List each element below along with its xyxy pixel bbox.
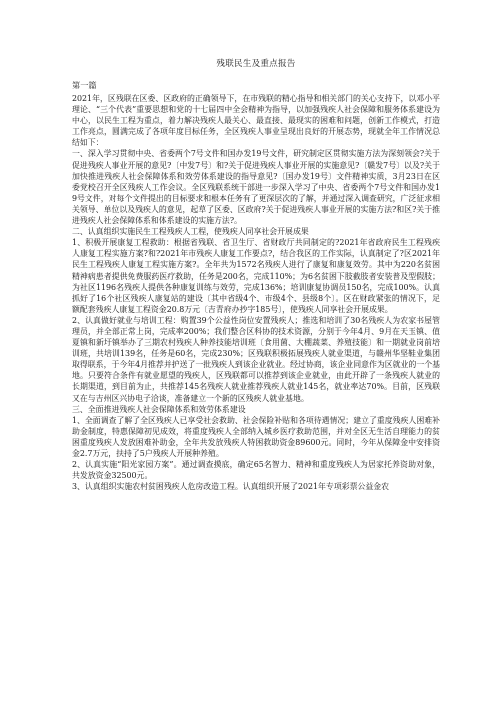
paragraph-section-1: 一、深入学习贯彻中央、省委两个7号文件和国办发19号文件，研究制定区贯彻实施方法为深刻领会?关于促进残疾人事业开展的意见?〔中发7号〕和?关于促进残疾人事业开展的实施意见?〔赣发7号〕以及?关于加快推进残疾人社会保障体系和效劳体系建设的指导意见?〔国办发19号〕文件精神实质，3月23日在区委党校召开全区残疾人工作会议。全区残联系统干部进一步深入学习了中央、省委两个7号文件和国办发19号文件，对每个文件提出的目标要求和根本任务有了更深层次的了解，并通过深入调查研究，广泛征求相关领导、单位以及残疾人的意见，起草了区委、区政府?关于促进残疾人事业开展的实施方法?和区?关于推进残疾人社会保障体系和体系建设的实施方法?。	[72, 149, 440, 226]
heading-section-3: 三、全面推进残疾人社会保障体系和效劳体系建设	[72, 404, 246, 414]
heading-section-2: 二、认真组织实施民生工程残疾人工程，使残疾人同享社会开展成果	[72, 227, 309, 237]
document-title: 残联民生及重点报告	[216, 59, 296, 69]
section-label: 第一篇	[72, 80, 97, 90]
paragraph-item-3-1: 1、全面调查了解了全区残疾人已享受社会救助、社会保险补贴和各项待遇情况；建立了重度残疾人困难补助金制度，特惠保障初见成效，将重度残疾人全部纳入城乡医疗救助范围，并对全区无生活自理能力的贫困重度残疾人发放困难补助金，全年共发放残疾人特困救助资金89600元。同时，今年从保障金中安排资金2.7万元，扶持了5户残疾人开展种养殖。	[72, 415, 440, 458]
paragraph-intro: 2021年，区残联在区委、区政府的正确领导下，在市残联的精心指导和相关部门的关心支持下，以邓小平理论、“三个代表”重要思想和党的十七届四中全会精神为指导，以加强残疾人社会保障和服务体系建设为中心，以民生工程为重点，着力解决残疾人最关心、最直接、最现实的困难和问题，创新工作模式，打造工作亮点，圆满完成了各项年度目标任务，全区残疾人事业呈现出良好的开展态势，现就全年工作情况总结如下：	[72, 94, 440, 148]
paragraph-item-2-2: 2、认真做好就业与培训工程：购置39个公益性岗位安置残疾人；推选和培训了30名残疾人为农家书屋管理员，并全部正常上岗，完成率200%；我们整合区科协的技术资源，分别于今年4月、9月在天玉镇、值夏镇和新圩镇举办了三期农村残疾人种养技能培训班〔食用菌、大棚蔬菜、养殖技能〕和一期就业岗前培训班，共培训139名，任务是60名，完成230%；区残联积极拓展残疾人就业渠道，与赣州华坚鞋业集团取得联系，于今年4月推荐并护送了一批残疾人到该企业就业。经过协商，该企业同意作为区就业的一个基地。只要符合条件有就业愿望的残疾人，区残联都可以推荐到该企业就业，由此开辟了一条残疾人就业的长期渠道，到目前为止，共推荐145名残疾人就业推荐残疾人就业145名，就业率达70%。目前，区残联又在与吉州区兴协电子洽谈，准备建立一个新的区残疾人就业基地。	[72, 315, 440, 403]
paragraph-item-3-3: 3、认真组织实施农村贫困残疾人危房改造工程。认真组织开展了2021年专项彩票公益金农	[72, 482, 390, 492]
paragraph-item-2-1: 1、积极开展康复工程救助：根据省残联、省卫生厅、省财政厅共同制定的?2021年省政府民生工程残疾人康复工程实施方案?和?2021年市残疾人康复工作要点?，结合我区的工作实际，认真制定了?区2021年民生工程残疾人康复工程实施方案?。全年共为1572名残疾人进行了康复和康复效劳。其中为220名贫困精神病患者提供免费服药医疗救助，任务是200名，完成110%；为6名贫困下肢截肢者安装普及型假肢；为社区1196名残疾人提供各种康复训练与效劳，完成136%；培训康复协调员150名，完成100%。认真抓好了16个社区残疾人康复站的建设〔其中省级4个、市级4个、县级8个〕。区在财政紧张的情况下，足额配套残疾人康复工程资金20.8万元〔吉青府办抄字185号〕，使残疾人同享社会开展成果。	[72, 238, 440, 314]
paragraph-item-3-2: 2、认真实施“阳光家园方案”。通过调查摸底，确定65名智力、精神和重度残疾人为居家托养资助对象，共发放资金32500元。	[72, 460, 440, 481]
